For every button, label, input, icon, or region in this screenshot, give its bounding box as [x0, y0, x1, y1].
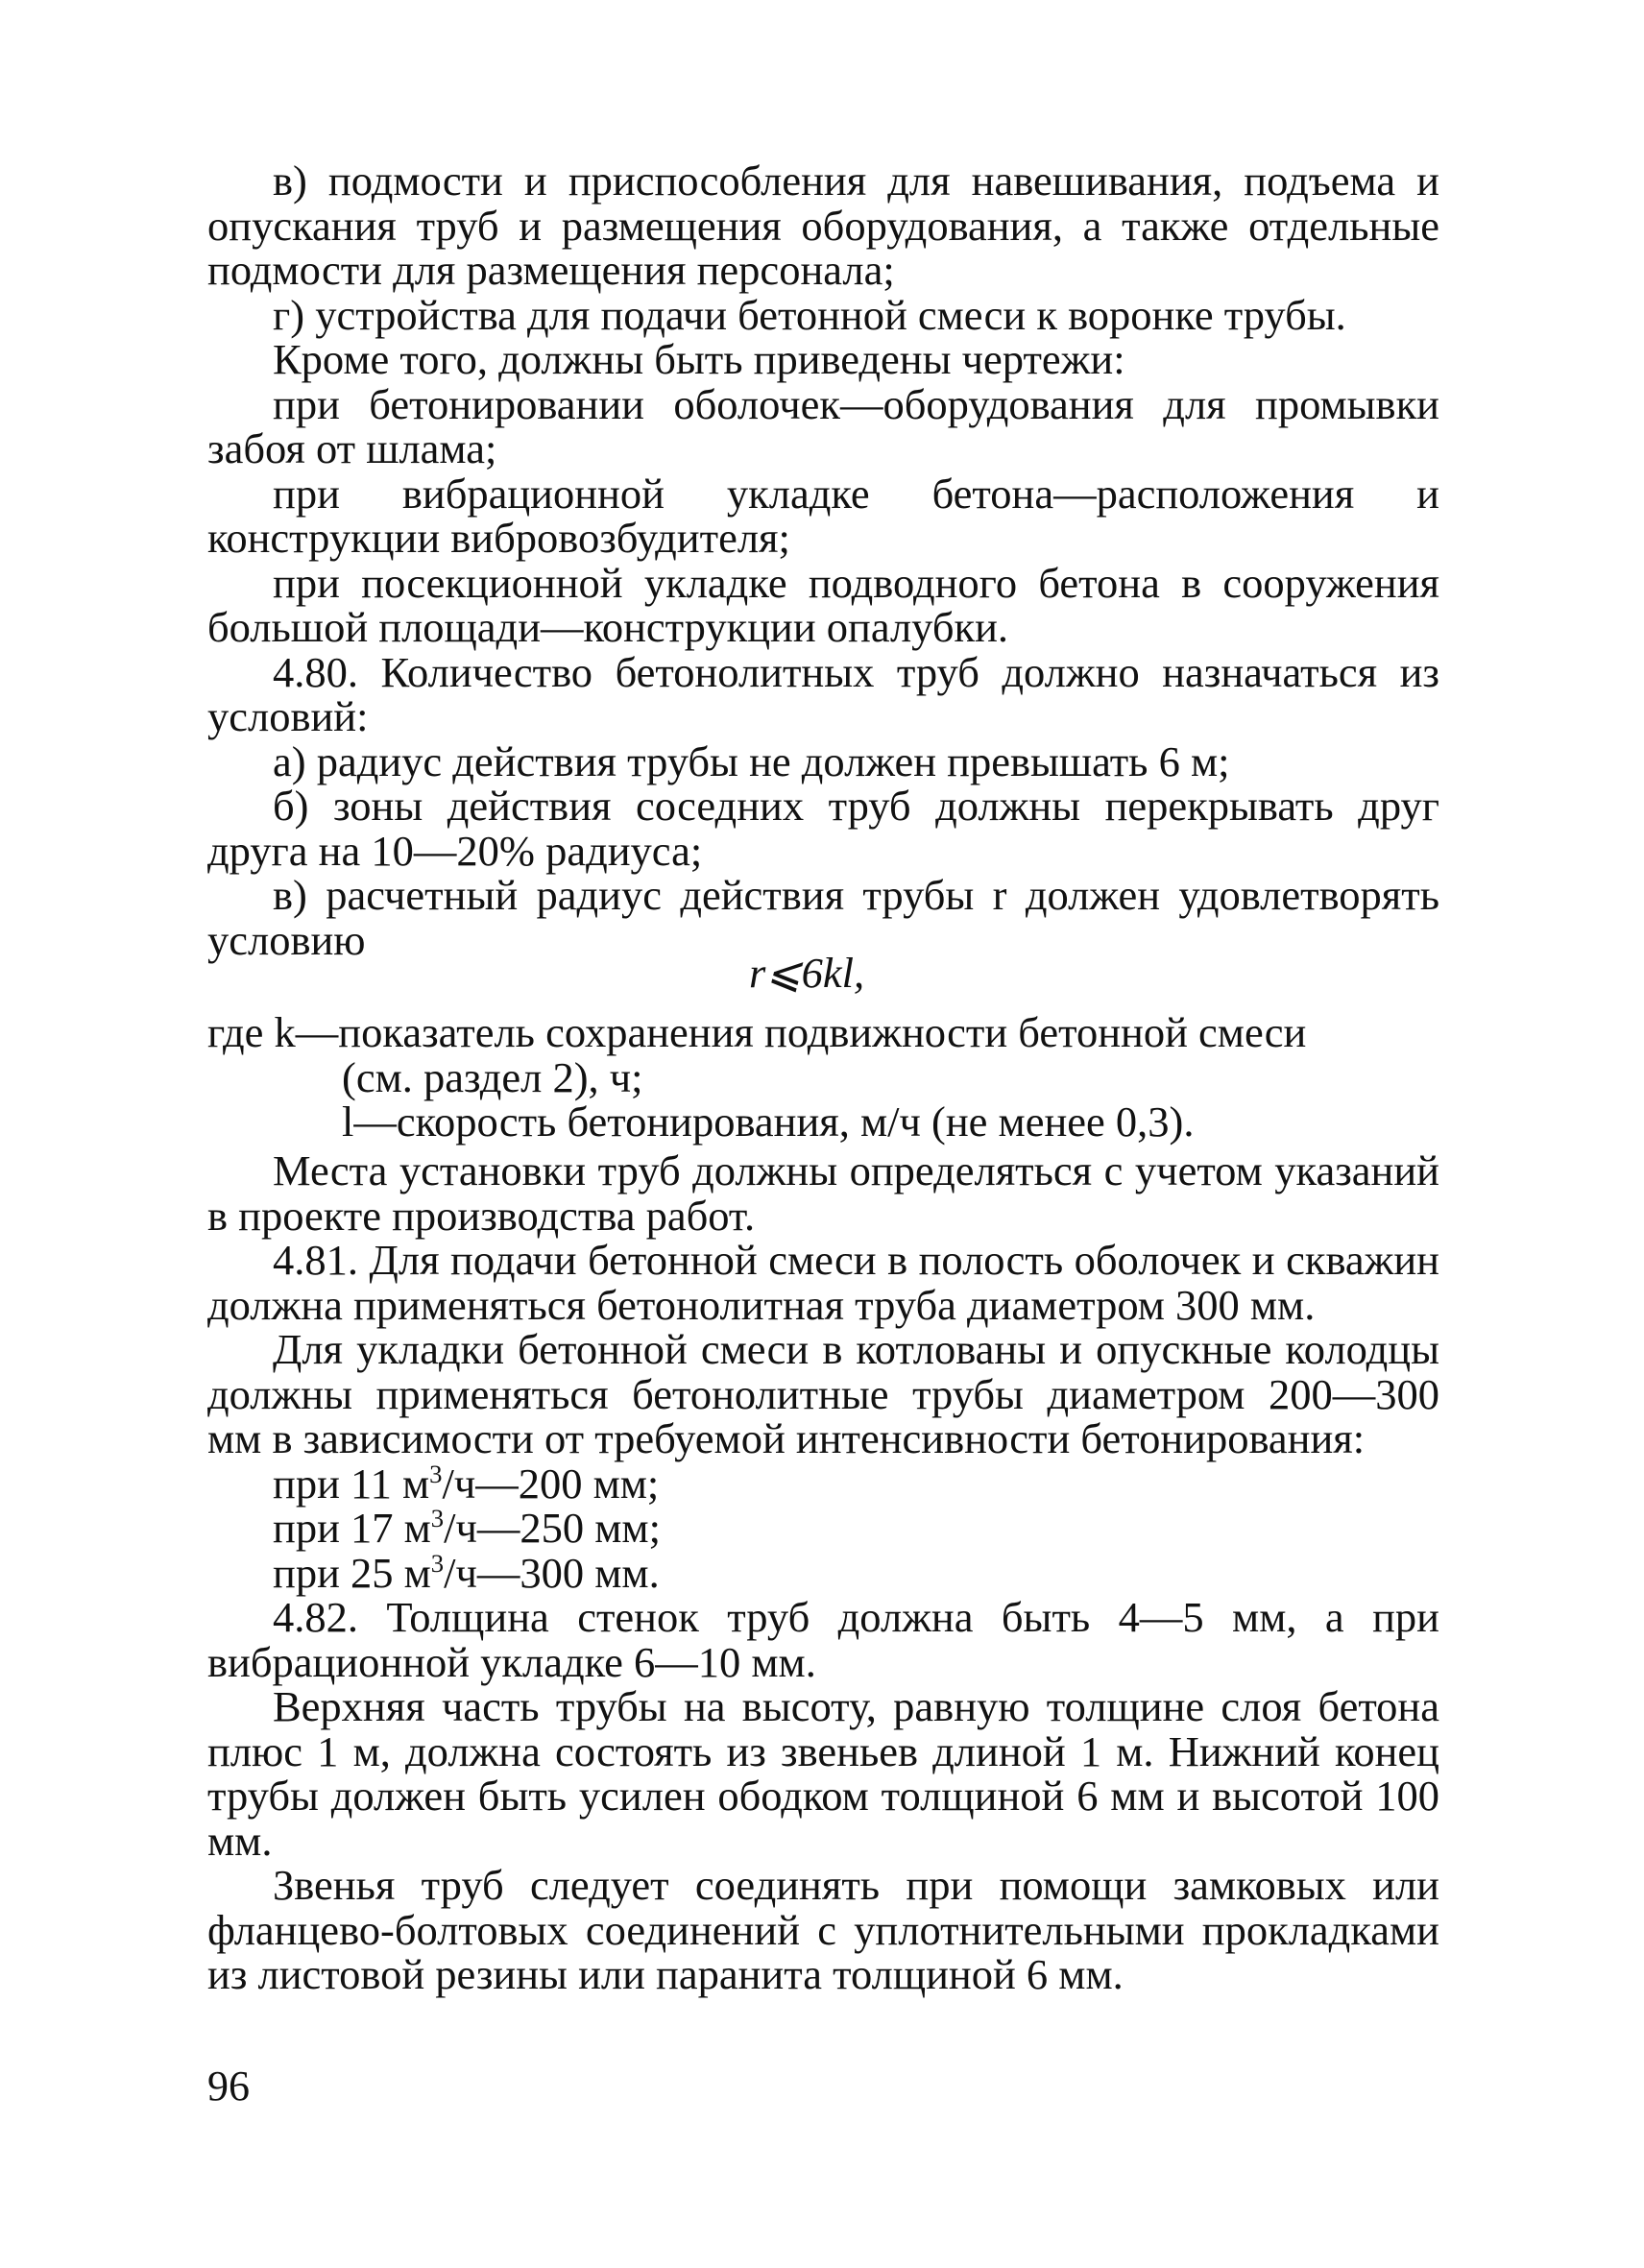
paragraph-4-81: 4.81. Для подачи бетонной смеси в полость оболочек и скважин должна применяться бетонолитная труба диаметром 300 мм.	[207, 1236, 1439, 1329]
formula: r⩽6kl,	[749, 949, 865, 997]
paragraph: Места установки труб должны определяться с учетом указаний в проекте производства работ.	[207, 1146, 1439, 1240]
paragraph: при вибрационной укладке бетона—расположения и конструкции вибровозбудителя;	[207, 469, 1439, 562]
text-block-top	[207, 158, 1439, 962]
text-block-middle	[207, 1148, 1439, 1997]
paragraph: Верхняя часть трубы на высоту, равную толщине слоя бетона плюс 1 м, должна состоять из звеньев длиной 1 м. Нижний конец трубы должен быть усилен ободком толщиной 6 мм и высотой 100 мм.	[207, 1682, 1439, 1865]
paragraph: б) зоны действия соседних труб должны перекрывать друг друга на 10—20% радиуса;	[207, 782, 1439, 875]
paragraph: г) устройства для подачи бетонной смеси к воронке трубы.	[273, 290, 1346, 339]
formula-legend	[207, 1010, 1439, 1145]
paragraph: Кроме того, должны быть приведены чертежи:	[273, 335, 1125, 383]
paragraph: а) радиус действия трубы не должен превышать 6 м;	[273, 736, 1230, 785]
paragraph: в) расчетный радиус действия трубы r должен удовлетворять условию	[207, 871, 1439, 964]
legend-line: где k—показатель сохранения подвижности бетонной смеси	[207, 1008, 1307, 1056]
paragraph: Звенья труб следует соединять при помощи замковых или фланцево-болтовых соединений с уплотнительными прокладками из листовой резины или паранита толщиной 6 мм.	[207, 1861, 1439, 1998]
paragraph: при бетонировании оболочек—оборудования для промывки забоя от шлама;	[207, 379, 1439, 472]
paragraph-4-80: 4.80. Количество бетонолитных труб должно назначаться из условий:	[207, 647, 1439, 740]
paragraph: Для укладки бетонной смеси в котлованы и опускные колодцы должны применяться бетонолитные трубы диаметром 200—300 мм в зависимости от требуемой интенсивности бетонирования:	[207, 1325, 1439, 1462]
paragraph: в) подмости и приспособления для навешивания, подъема и опускания труб и размещения оборудования, а также отдельные подмости для размещения персонала;	[207, 157, 1439, 294]
paragraph-4-82: 4.82. Толщина стенок труб должна быть 4—5 мм, а при вибрационной укладке 6—10 мм.	[207, 1593, 1439, 1686]
rate-item: при 25 $м^3/ч—300$ мм.	[273, 1548, 660, 1597]
rate-item: при 11 $м^3/ч—200$ мм;	[273, 1459, 660, 1508]
paragraph: при посекционной укладке подводного бетона в сооружения большой площади—конструкции опалубки.	[207, 558, 1439, 651]
legend-line: l—скорость бетонирования, м/ч (не менее 0,3).	[342, 1098, 1195, 1146]
page-number: 96	[207, 2063, 250, 2110]
rate-item: при 17 $м^3/ч—250$ мм;	[273, 1504, 661, 1552]
legend-line: (см. раздел 2), ч;	[342, 1052, 643, 1101]
